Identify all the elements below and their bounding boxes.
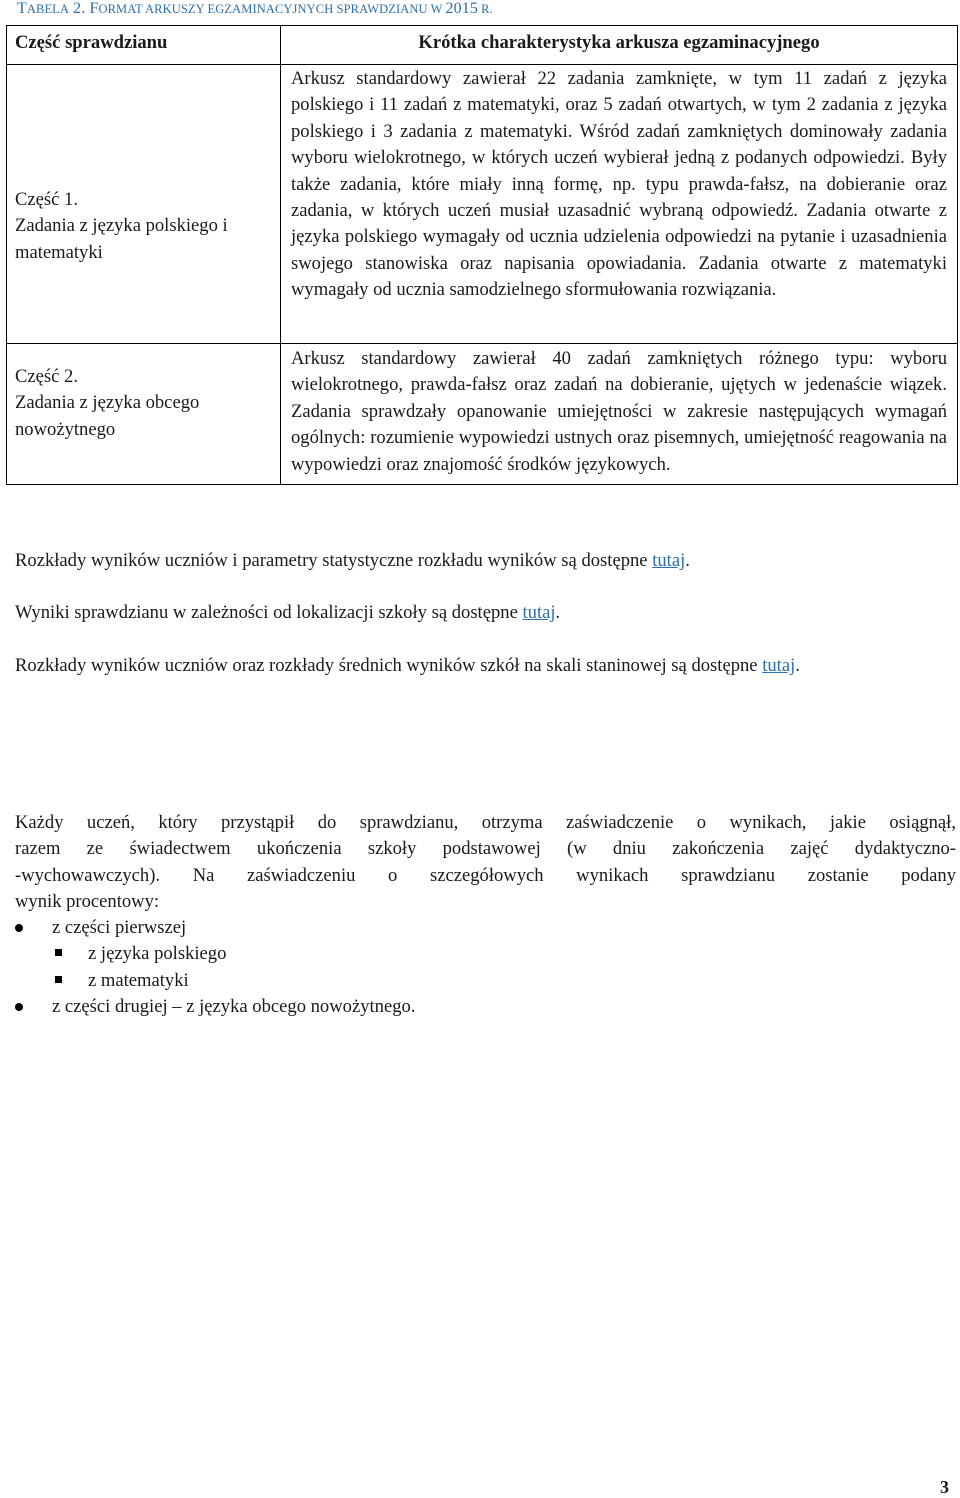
paragraph-text: Wyniki sprawdzianu w zależności od lokalizacji szkoły są dostępne xyxy=(15,602,523,623)
header-description: Krótka charakterystyka arkusza egzaminacyjnego xyxy=(281,26,958,65)
part-cell xyxy=(7,344,281,485)
list-item-text: z języka polskiego xyxy=(88,943,227,965)
caption-title-initial: F xyxy=(89,0,99,17)
list-item-text: z części pierwszej xyxy=(52,917,187,938)
exam-format-table xyxy=(6,25,958,485)
caption-title: ORMAT ARKUSZY EGZAMINACYJNYCH SPRAWDZIANU W xyxy=(98,2,446,16)
table-row xyxy=(7,65,958,344)
location-results-link[interactable]: tutaj xyxy=(522,602,556,623)
certificate-line: razem ze świadectwem ukończenia szkoły podstawowej (w dniu zakończenia zajęć dydaktyczno- xyxy=(15,838,956,860)
list-item xyxy=(15,941,915,967)
list-item xyxy=(15,915,915,941)
stanine-results-link[interactable]: tutaj xyxy=(762,655,796,676)
certificate-line: -wychowawczych). Na zaświadczeniu o szczegółowych wynikach sprawdzianu zostanie podany xyxy=(15,864,956,886)
certificate-line: wynik procentowy: xyxy=(15,890,160,912)
paragraph-end: . xyxy=(555,602,561,623)
description-cell: Arkusz standardowy zawierał 40 zadań zamkniętych różnego typu: wyboru wielokrotnego, prawda-fałsz oraz zadań na dobieranie, ujętych w jedenaście wiązek. Zadania sprawdzały opanowanie umiejętności w zakresie następujących wymagań ogólnych: rozumienie wypowiedzi ustnych oraz pisemnych, umiejętność reagowania na wypowiedzi oraz znajomość środków językowych. xyxy=(281,344,958,485)
list-item xyxy=(15,994,915,1020)
part-title: Część 1. xyxy=(15,189,78,210)
header-part: Część sprawdzianu xyxy=(7,26,281,65)
results-distribution-paragraph xyxy=(15,548,956,574)
results-distribution-link[interactable]: tutaj xyxy=(652,550,686,571)
list-item-text: z matematyki xyxy=(88,969,189,991)
caption-year: 2015 xyxy=(445,0,478,17)
paragraph-text: Rozkłady wyników uczniów i parametry statystyczne rozkładu wyników są dostępne xyxy=(15,550,653,571)
part-title: Część 2. xyxy=(15,366,78,387)
table-row xyxy=(7,344,958,485)
part-cell xyxy=(7,65,281,344)
caption-initial: T xyxy=(17,0,27,17)
caption-suffix: R. xyxy=(477,2,493,16)
paragraph-end: . xyxy=(685,550,690,571)
bullet-icon xyxy=(15,1003,23,1011)
certificate-paragraph xyxy=(15,810,956,915)
description-cell: Arkusz standardowy zawierał 22 zadania zamknięte, w tym 11 zadań z języka polskiego i 11 zadań z matematyki, oraz 5 zadań otwartych, w tym 2 zadania z języka polskiego i 3 zadania z matematyki. Wśród zadań zamkniętych dominowały zadania wyboru wielokrotnego, w których uczeń wybierał jedną z podanych odpowiedzi. Były także zadania, które miały inną formę, np. typu prawda-fałsz, na dobieranie oraz zadania, w których uczeń musiał uzasadnić wybraną odpowiedź. Zadania otwarte z języka polskiego wymagały od ucznia udzielenia odpowiedzi na pytanie i uzasadnienia swojego stanowiska oraz napisania opowiadania. Zadania otwarte z matematyki wymagały od ucznia samodzielnego sformułowania rozwiązania. xyxy=(281,65,958,344)
location-results-paragraph xyxy=(15,600,956,626)
bullet-icon xyxy=(15,924,23,932)
result-items-list xyxy=(15,915,915,1020)
table-header-row xyxy=(7,26,958,65)
square-bullet-icon xyxy=(55,949,62,956)
list-item-text: z części drugiej – z języka obcego nowożytnego. xyxy=(52,995,416,1017)
square-bullet-icon xyxy=(55,976,62,983)
table-caption xyxy=(17,0,493,18)
caption-number: 2. xyxy=(69,0,90,17)
list-item xyxy=(15,968,915,994)
paragraph-end: . xyxy=(795,655,800,676)
part-subject: Zadania z języka polskiego i matematyki xyxy=(15,215,228,263)
stanine-results-paragraph xyxy=(15,653,956,679)
page-number: 3 xyxy=(940,1477,949,1497)
part-subject: Zadania z języka obcego nowożytnego xyxy=(15,392,200,440)
certificate-line: Każdy uczeń, który przystąpił do sprawdzianu, otrzyma zaświadczenie o wynikach, jakie osiągnął, xyxy=(15,812,956,833)
caption-word: ABELA xyxy=(26,2,70,16)
paragraph-text: Rozkłady wyników uczniów oraz rozkłady średnich wyników szkół na skali staninowej są dostępne xyxy=(15,655,763,676)
